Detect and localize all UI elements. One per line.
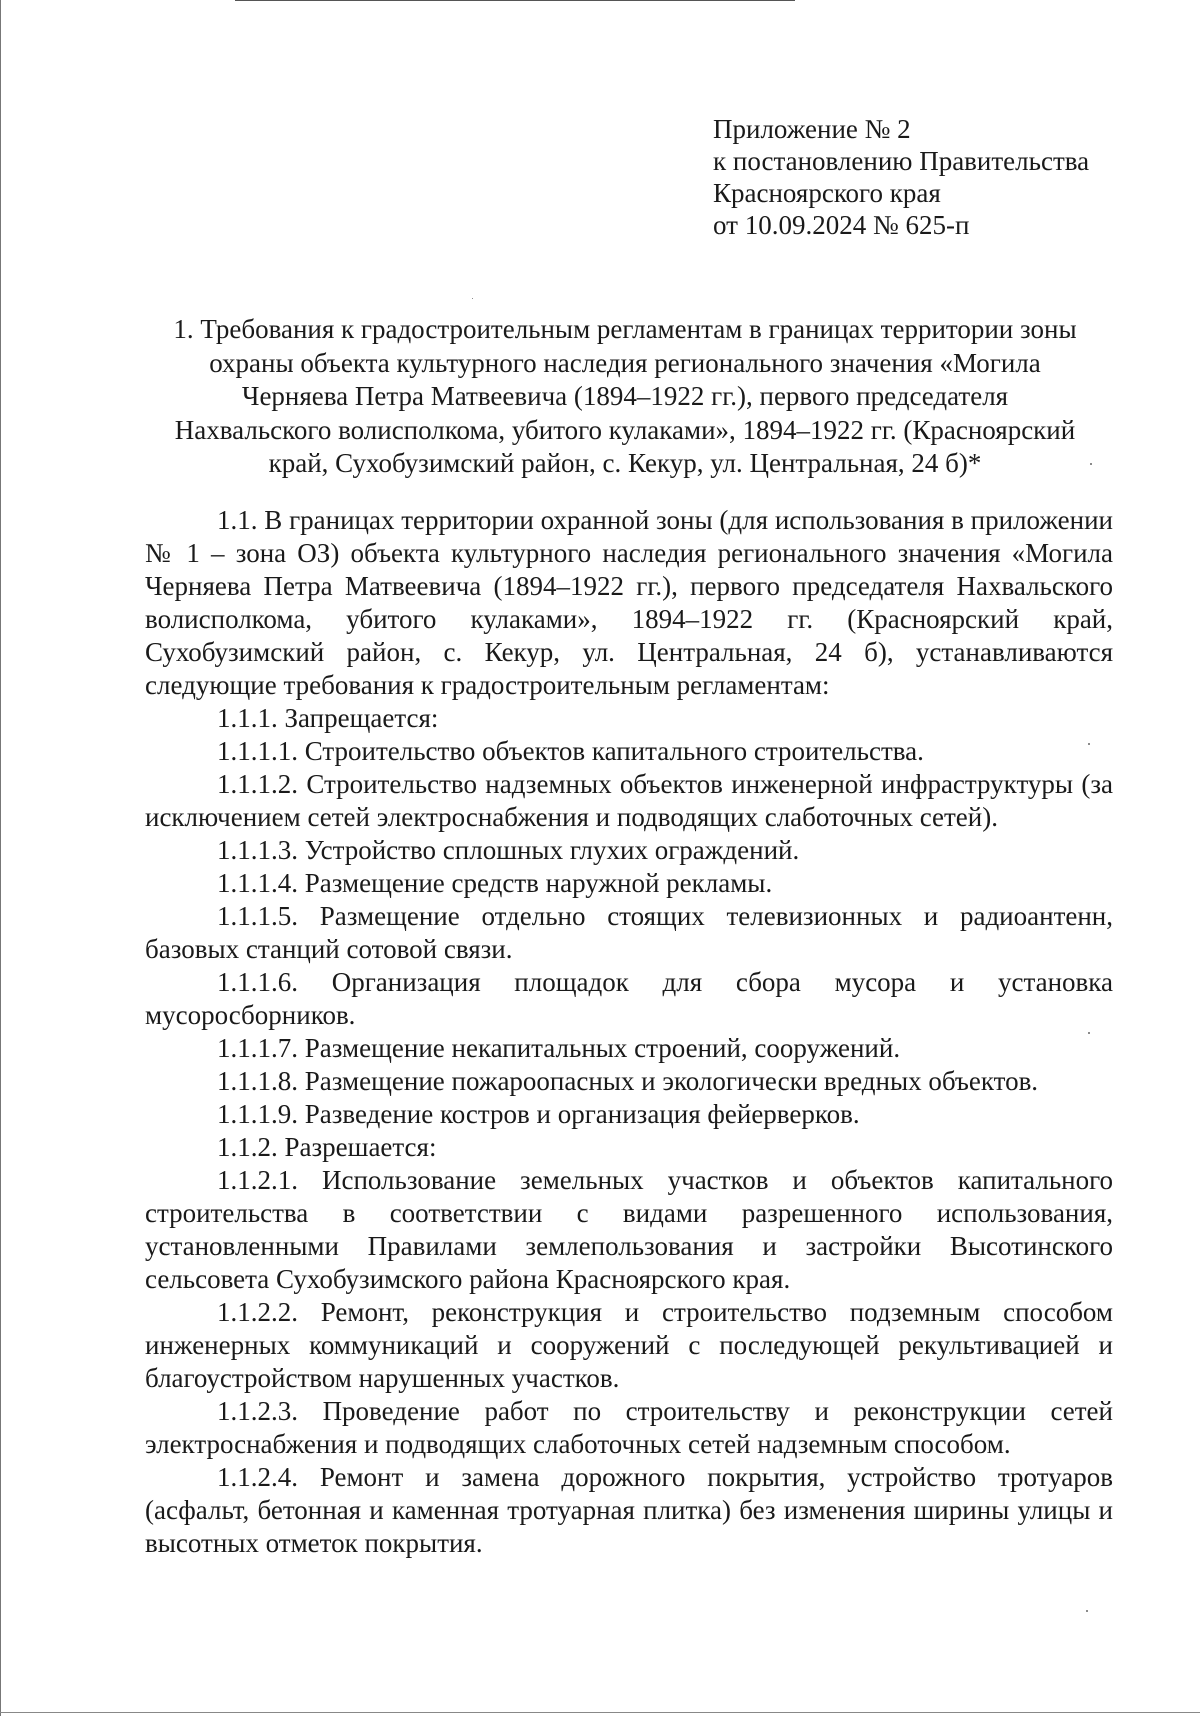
paragraph-1-1-1-9: 1.1.1.9. Разведение костров и организация фейерверков. bbox=[217, 1099, 860, 1129]
document-body bbox=[145, 504, 1113, 1560]
approval-line: Красноярского края bbox=[713, 178, 941, 208]
scan-edge-bottom bbox=[0, 1712, 1200, 1713]
paragraph-1-1-2-2: 1.1.2.2. Ремонт, реконструкция и строительство подземным способом инженерных коммуникаций и сооружений с последующей рекультивацией и благоустройством нарушенных участков. bbox=[145, 1297, 1113, 1393]
paragraph-1-1-1-1: 1.1.1.1. Строительство объектов капитального строительства. bbox=[217, 736, 924, 766]
paragraph-1-1-2: 1.1.2. Разрешается: bbox=[217, 1132, 437, 1162]
approval-line: от 10.09.2024 № 625-п bbox=[713, 210, 970, 240]
approval-line: Приложение № 2 bbox=[713, 114, 911, 144]
scan-speck bbox=[1088, 1032, 1090, 1034]
heading-line: Черняева Петра Матвеевича (1894–1922 гг.), первого председателя bbox=[241, 381, 1009, 411]
paragraph-1-1-1-8: 1.1.1.8. Размещение пожароопасных и экологически вредных объектов. bbox=[217, 1066, 1039, 1096]
heading-line: 1. Требования к градостроительным регламентам в границах территории зоны bbox=[173, 314, 1077, 344]
paragraph-1-1-1-6: 1.1.1.6. Организация площадок для сбора мусора и установка мусоросборников. bbox=[145, 967, 1113, 1030]
scan-speck bbox=[1086, 1610, 1088, 1612]
scan-speck bbox=[472, 298, 473, 299]
scan-edge-top bbox=[235, 0, 795, 1]
heading-line: Нахвальского волисполкома, убитого кулаками», 1894–1922 гг. (Красноярский bbox=[174, 414, 1076, 445]
paragraph-1-1-2-3: 1.1.2.3. Проведение работ по строительству и реконструкции сетей электроснабжения и подводящих слаботочных сетей надземным способом. bbox=[145, 1396, 1113, 1459]
paragraph-1-1-1-5: 1.1.1.5. Размещение отдельно стоящих телевизионных и радиоантенн, базовых станций сотовой связи. bbox=[145, 901, 1113, 964]
section-heading bbox=[145, 313, 1105, 481]
paragraph-1-1-1-2: 1.1.1.2. Строительство надземных объектов инженерной инфраструктуры (за исключением сетей электроснабжения и подводящих слаботочных сетей). bbox=[145, 769, 1113, 832]
heading-line: край, Сухобузимский район, с. Кекур, ул. Центральная, 24 б)* bbox=[268, 448, 982, 478]
paragraph-1-1-2-4: 1.1.2.4. Ремонт и замена дорожного покрытия, устройство тротуаров (асфальт, бетонная и каменная тротуарная плитка) без изменения ширины улицы и высотных отметок покрытия. bbox=[145, 1462, 1113, 1558]
paragraph-1-1-2-1: 1.1.2.1. Использование земельных участков и объектов капитального строительства в соответствии с видами разрешенного использования, установленными Правилами землепользования и застройки Высотинского сельсовета Сухобузимского района Красноярского края. bbox=[145, 1165, 1113, 1294]
paragraph-1-1-1-4: 1.1.1.4. Размещение средств наружной рекламы. bbox=[217, 868, 773, 898]
paragraph-1-1: 1.1. В границах территории охранной зоны (для использования в приложении № 1 – зона ОЗ) объекта культурного наследия регионального значения «Могила Черняева Петра Матвеевича (1894–1922 гг.), первого председателя Нахвальского волисполкома, убитого кулаками», 1894–1922 гг. (Красноярский край, Сухобузимский район, с. Кекур, ул. Центральная, 24 б), устанавливаются следующие требования к градостроительным регламентам: bbox=[145, 505, 1113, 700]
paragraph-1-1-1-7: 1.1.1.7. Размещение некапитальных строений, сооружений. bbox=[217, 1033, 901, 1063]
approval-block bbox=[713, 113, 1089, 241]
scan-speck bbox=[1088, 743, 1090, 745]
approval-line: к постановлению Правительства bbox=[713, 146, 1090, 176]
heading-line: охраны объекта культурного наследия регионального значения «Могила bbox=[209, 347, 1041, 378]
scan-speck bbox=[1090, 463, 1092, 465]
paragraph-1-1-1-3: 1.1.1.3. Устройство сплошных глухих ограждений. bbox=[217, 835, 800, 865]
scan-edge-left bbox=[0, 0, 1, 1716]
paragraph-1-1-1: 1.1.1. Запрещается: bbox=[217, 703, 439, 733]
